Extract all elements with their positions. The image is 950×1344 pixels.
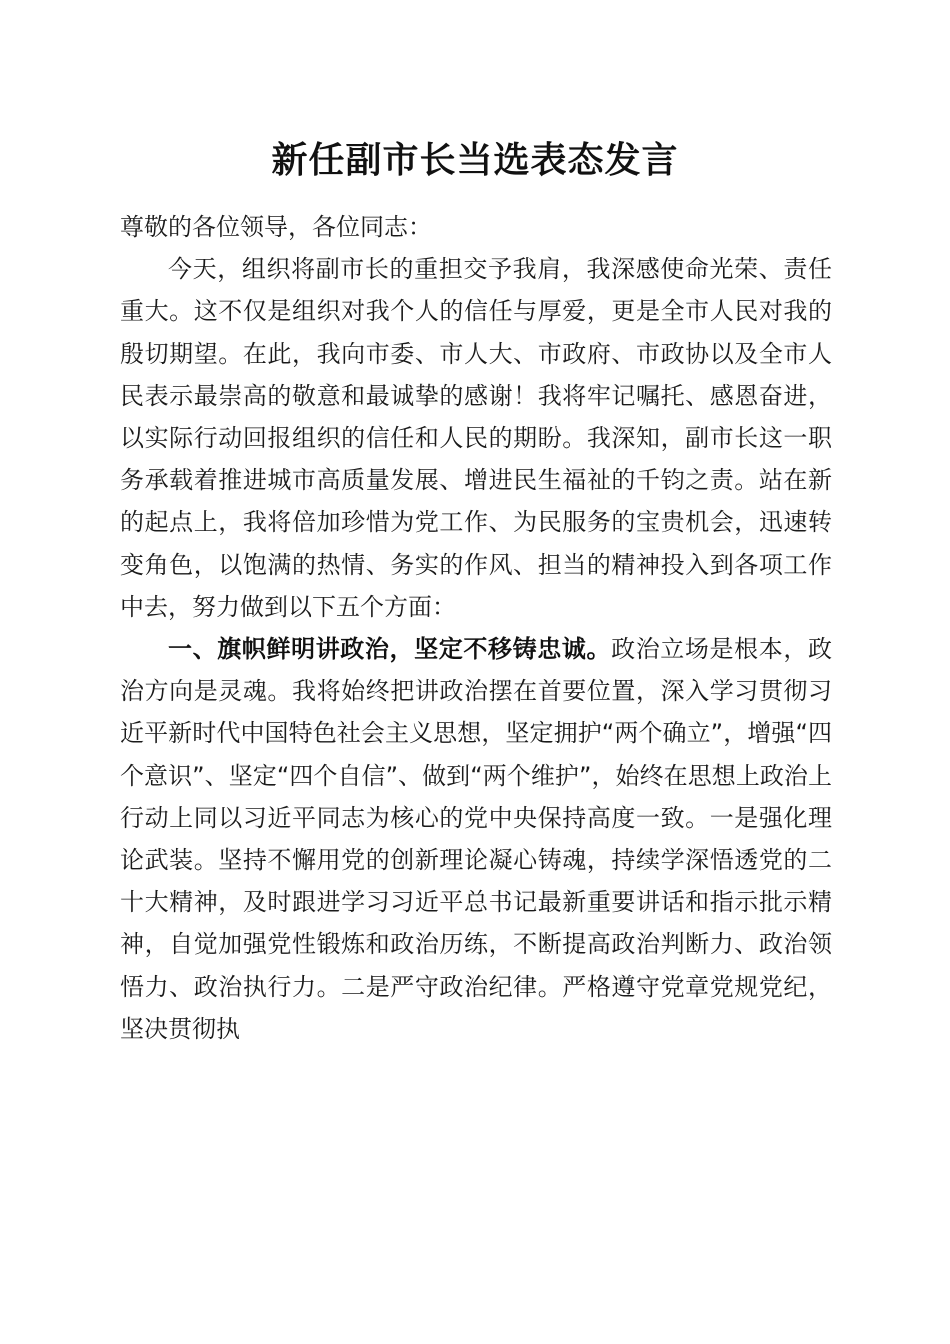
paragraph-text: 今天，组织将副市长的重担交予我肩，我深感使命光荣、责任重大。这不仅是组织对我个人的信任与厚爱，更是全市人民对我的殷切期望。在此，我向市委、市人大、市政府、市政协以及全市人民表示最崇高的敬意和最诚挚的感谢！我将牢记嘱托、感恩奋进，以实际行动回报组织的信任和人民的期盼。我深知，副市长这一职务承载着推进城市高质量发展、增进民生福祉的千钧之责。站在新的起点上，我将倍加珍惜为党工作、为民服务的宝贵机会，迅速转变角色，以饱满的热情、务实的作风、担当的精神投入到各项工作中去，努力做到以下五个方面： [120,255,832,621]
paragraph-text: 政治立场是根本，政治方向是灵魂。我将始终把讲政治摆在首要位置，深入学习贯彻习近平新时代中国特色社会主义思想，坚定拥护“两个确立”，增强“四个意识”、坚定“四个自信”、做到“两个维护”，始终在思想上政治上行动上同以习近平同志为核心的党中央保持高度一致。一是强化理论武装。坚持不懈用党的创新理论凝心铸魂，持续学深悟透党的二十大精神，及时跟进学习习近平总书记最新重要讲话和指示批示精神，自觉加强党性锻炼和政治历练，不断提高政治判断力、政治领悟力、政治执行力。二是严守政治纪律。严格遵守党章党规党纪，坚决贯彻执 [120,635,833,1043]
paragraph-intro [120,248,832,628]
section-heading: 一、旗帜鲜明讲政治，坚定不移铸忠诚。 [168,635,612,664]
document-title: 新任副市长当选表态发言 [271,139,679,181]
salutation: 尊敬的各位领导，各位同志： [120,213,432,241]
document-body [120,206,832,1050]
paragraph-section-one [120,628,832,1050]
